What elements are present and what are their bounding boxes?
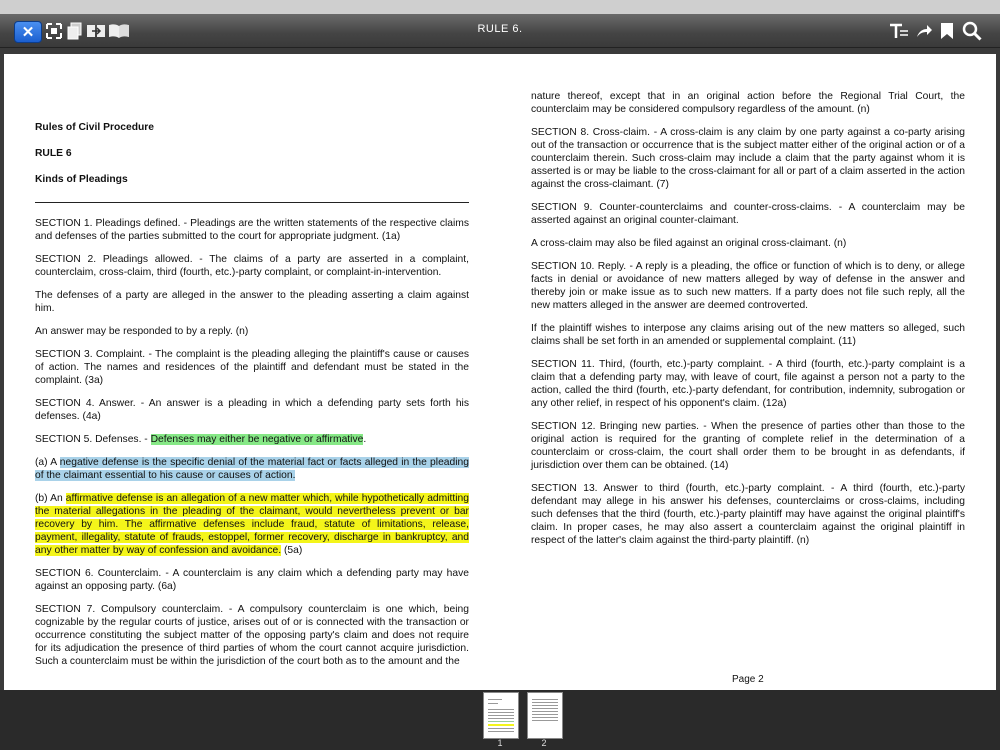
paragraph: SECTION 4. Answer. - An answer is a pleading in which a defending party sets forth his defenses. (4a) bbox=[35, 398, 469, 422]
page-number: Page 2 bbox=[732, 674, 764, 685]
close-icon: ✕ bbox=[21, 24, 35, 41]
paragraph: SECTION 1. Pleadings defined. - Pleadings are the written statements of the respective claims and defenses of the parties submitted to the court for appropriate judgment. (1a) bbox=[35, 218, 469, 242]
search-button[interactable] bbox=[960, 19, 984, 43]
text-run: (5a) bbox=[281, 545, 303, 556]
rule-heading: RULE 6 bbox=[35, 148, 72, 159]
text-run: (a) A bbox=[35, 457, 60, 468]
paragraph: SECTION 2. Pleadings allowed. - The claims of a party are asserted in a complaint, counterclaim, cross-claim, third (fourth, etc.)-party complaint, or complaint-in-intervention. bbox=[35, 254, 469, 278]
paragraph: SECTION 12. Bringing new parties. - When the presence of parties other than those to the original action is required for the granting of complete relief in the determination of a counterclaim or cross-claim, the court shall order them to be brought in as defendants, if jurisdiction over them can be obtained. (14) bbox=[531, 421, 965, 471]
search-icon bbox=[962, 21, 982, 41]
paragraph bbox=[35, 456, 469, 482]
paragraph: A cross-claim may also be filed against an original cross-claimant. (n) bbox=[531, 238, 847, 249]
highlight-blue[interactable]: negative defense is the specific denial of the material fact or facts alleged in the pleading of the claimant essential to his cause or causes of action. bbox=[35, 457, 469, 481]
document-page[interactable] bbox=[4, 54, 996, 690]
text-icon bbox=[888, 22, 910, 40]
paragraph: An answer may be responded to by a reply. (n) bbox=[35, 326, 249, 337]
paragraph: SECTION 6. Counterclaim. - A counterclaim is any claim which a defending party may have against an opposing party. (6a) bbox=[35, 568, 469, 592]
share-button[interactable] bbox=[914, 19, 934, 43]
paragraph bbox=[35, 433, 469, 446]
paragraph: SECTION 11. Third, (fourth, etc.)-party complaint. - A third (fourth, etc.)-party complaint is a claim that a defending party may, with leave of court, file against a person not a party to the action, called the third (fourth, etc.)-party defendant, for contribution, indemnity, subrogation or any other relief, in respect of his opponent's claim. (12a) bbox=[531, 359, 965, 409]
rule-subtitle: Kinds of Pleadings bbox=[35, 174, 128, 185]
paragraph: SECTION 8. Cross-claim. - A cross-claim is any claim by one party against a co-party arising out of the transaction or occurrence that is the subject matter either of the original action or of a counterclaim therein. Such cross-claim may include a claim that the party against whom it is asserted is or may be liable to the cross-claimant for all or part of a claim asserted in the action against the cross-claimant. (7) bbox=[531, 127, 965, 190]
paragraph: nature thereof, except that in an original action before the Regional Trial Court, the counterclaim may be considered compulsory regardless of the amount. (n) bbox=[531, 91, 965, 115]
bookmark-button[interactable] bbox=[938, 19, 956, 43]
highlight-yellow[interactable]: affirmative defense is an allegation of a new matter which, while hypothetically admitting the material allegations in the pleading of the claimant, would nevertheless prevent or bar recovery by him. The affirmative defenses include fraud, statute of limitations, release, payment, illegality, statute of frauds, estoppel, former recovery, discharge in bankruptcy, and any other matter by way of confession and avoidance. bbox=[35, 493, 469, 556]
paragraph bbox=[35, 492, 469, 557]
thumbnail-number: 1 bbox=[497, 738, 503, 748]
document-title: RULE 6. bbox=[477, 23, 523, 35]
paragraph: SECTION 10. Reply. - A reply is a pleading, the office or function of which is to deny, or allege facts in denial or avoidance of new matters alleged by way of defense in the answer and thereby join or make issue as to such new matters. If a party does not file such reply, all the new matters alleged in the answer are deemed controverted. bbox=[531, 261, 965, 311]
paragraph: The defenses of a party are alleged in the answer to the pleading asserting a claim against him. bbox=[35, 290, 469, 314]
paragraph: SECTION 7. Compulsory counterclaim. - A compulsory counterclaim is one which, being cognizable by the regular courts of justice, arises out of or is connected with the transaction or occurrence constituting the subject matter of the opposing party's claim and does not require for its adjudication the presence of third parties of whom the court cannot acquire jurisdiction. Such a counterclaim must be within the jurisdiction of the court both as to the amount and the bbox=[35, 604, 469, 667]
text-run: (b) An bbox=[35, 493, 66, 504]
paragraph: SECTION 9. Counter-counterclaims and counter-cross-claims. - A counterclaim may be asserted against an original counter-claimant. bbox=[531, 202, 965, 226]
paragraph: If the plaintiff wishes to interpose any claims arising out of the new matters so alleged, such claims shall be set forth in an amended or supplemental complaint. (11) bbox=[531, 323, 965, 347]
highlight-green[interactable]: Defenses may either be negative or affirmative bbox=[150, 434, 364, 445]
share-arrow-icon bbox=[915, 23, 933, 39]
page-thumbnail-2[interactable] bbox=[527, 692, 563, 739]
doc-heading: Rules of Civil Procedure bbox=[35, 122, 155, 133]
status-bar bbox=[0, 0, 1000, 14]
text-run: . bbox=[363, 434, 367, 445]
thumbnail-bar bbox=[0, 690, 1000, 750]
thumbnail-number: 2 bbox=[541, 738, 547, 748]
paragraph: SECTION 13. Answer to third (fourth, etc.)-party complaint. - A third (fourth, etc.)-party defendant may allege in his answer his defenses, counterclaims or cross-claims, including such defenses that the third (fourth, etc.)-party plaintiff may have against the original plaintiff's claim. In proper cases, he may also assert a counterclaim against the original plaintiff in respect of the latter's claim against the third-party plaintiff. (n) bbox=[531, 483, 965, 546]
left-column bbox=[35, 121, 469, 678]
text-settings-button[interactable] bbox=[888, 19, 910, 43]
right-column bbox=[531, 90, 965, 557]
text-run: SECTION 5. Defenses. - bbox=[35, 434, 151, 445]
divider bbox=[35, 202, 469, 203]
bookmark-icon bbox=[940, 22, 954, 40]
toolbar bbox=[0, 14, 1000, 48]
paragraph: SECTION 3. Complaint. - The complaint is the pleading alleging the plaintiff's cause or causes of action. The names and residences of the plaintiff and defendant must be stated in the complaint. (3a) bbox=[35, 349, 469, 386]
page-thumbnail-1[interactable] bbox=[483, 692, 519, 739]
